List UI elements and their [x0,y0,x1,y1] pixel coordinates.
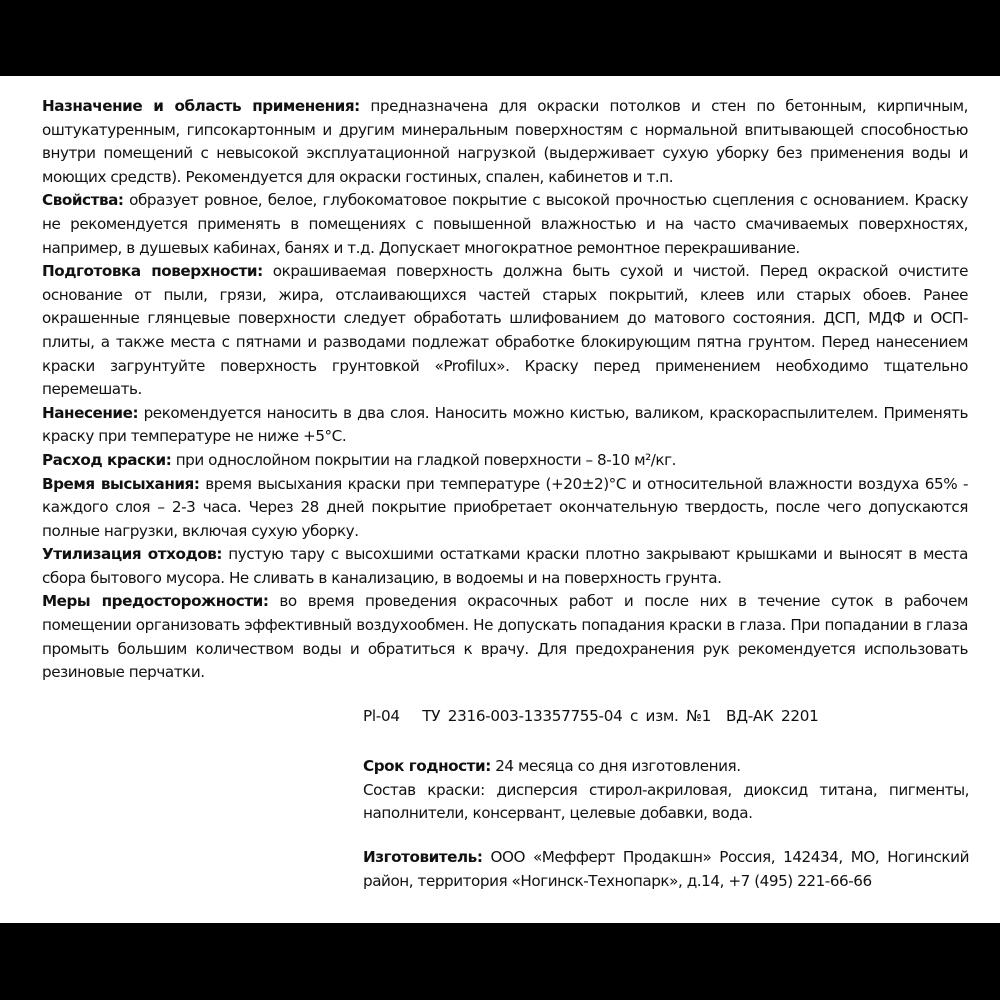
section-heading: Расход краски: [42,450,172,469]
section-text: предназначена для окраски потолков и стен по бетонным, кирпичным, оштукатуренным, гипсокартонным и другим минеральным поверхностям с нормальной впитывающей способностью внутри помещений с невысокой эксплуатационной нагрузкой (выдерживает сухую уборку без применения воды и моющих средств). Рекомендуется для окраски гостиных, спален, кабинетов и т.п. [42,97,968,186]
section-drying-time [42,473,968,544]
section-heading: Утилизация отходов: [42,545,223,564]
section-heading: Свойства: [42,191,124,210]
section-heading: Нанесение: [42,403,139,422]
section-heading: Подготовка поверхности: [42,262,263,281]
section-heading: Назначение и область применения: [42,97,360,115]
section-text: образует ровное, белое, глубокоматовое покрытие с высокой прочностью сцепления с основанием. Краску не рекомендуется применять в помещениях с повышенной влажностью и на часто смачиваемых поверхностях, например, в душевых кабинах, банях и т.д. Допускает многократное ремонтное перекрашивание. [42,191,968,257]
section-heading: Меры предосторожности: [42,592,269,611]
shelf-life-heading: Срок годности: [363,757,491,775]
top-black-bar [0,0,1000,76]
section-text: время высыхания краски при температуре (+20±2)°С и относительной влажности воздуха 65% - каждого слоя – 2-3 часа. Через 28 дней покрытие приобретает окончательную твердость, после чего допускаются полные нагрузки, включая сухую уборку. [42,474,968,540]
shelf-life-text: 24 месяца со дня изготовления. [490,757,741,775]
section-application [42,402,968,449]
bottom-black-bar [0,923,1000,1000]
manufacturer-text: ООО «Мефферт Продакшн» Россия, 142434, МО, Ногинский район, территория «Ногинск-Технопарк», д.14, +7 (495) 221-66-66 [363,848,969,890]
section-properties [42,189,968,260]
composition: Состав краски: дисперсия стирол-акриловая, диоксид титана, пигменты, наполнители, консервант, целевые добавки, вода. [363,780,969,823]
section-disposal [42,543,968,590]
section-precautions [42,590,968,684]
shelf-life [363,755,969,779]
spec-line: Pl-04 ТУ 2316-003-13357755-04 с изм. №1 ВД-АК 2201 [363,707,819,725]
section-text: при однослойном покрытии на гладкой поверхности – 8-10 м²/кг. [171,450,677,469]
manufacturer-block [363,846,969,893]
manufacturer-heading: Изготовитель: [363,848,483,866]
section-heading: Время высыхания: [42,474,200,493]
section-purpose [42,95,968,189]
section-text: окрашиваемая поверхность должна быть сухой и чистой. Перед окраской очистите основание от пыли, грязи, жира, отслаивающихся частей старых покрытий, клеев или старых обоев. Ранее окрашенные глянцевые поверхности следует обработать шлифованием до матового состояния. ДСП, МДФ и ОСП-плиты, а также места с пятнами и разводами подлежат обработке блокирующим пятна грунтом. Перед нанесением краски загрунтуйте поверхность грунтовкой «Profilux». Краску перед применением необходимо тщательно перемешать. [42,262,968,399]
label-page [0,76,1000,923]
section-text: пустую тару с высохшими остатками краски плотно закрывают крышками и выносят в места сбора бытового мусора. Не сливать в канализацию, в водоемы и на поверхность грунта. [42,545,968,587]
manufacturer [363,846,969,893]
shelf-life-block [363,755,969,826]
section-consumption [42,449,968,473]
section-text: рекомендуется наносить в два слоя. Наносить можно кистью, валиком, краскораспылителем. Применять краску при температуре не ниже +5°С. [42,403,968,446]
section-surface-prep [42,260,968,402]
instructions-block [42,95,968,685]
section-text: во время проведения окрасочных работ и после них в течение суток в рабочем помещении организовать эффективный воздухообмен. Не допускать попадания краски в глаза. При попадании в глаза промыть большим количеством воды и обратиться к врачу. Для предохранения рук рекомендуется использовать резиновые перчатки. [42,592,968,682]
